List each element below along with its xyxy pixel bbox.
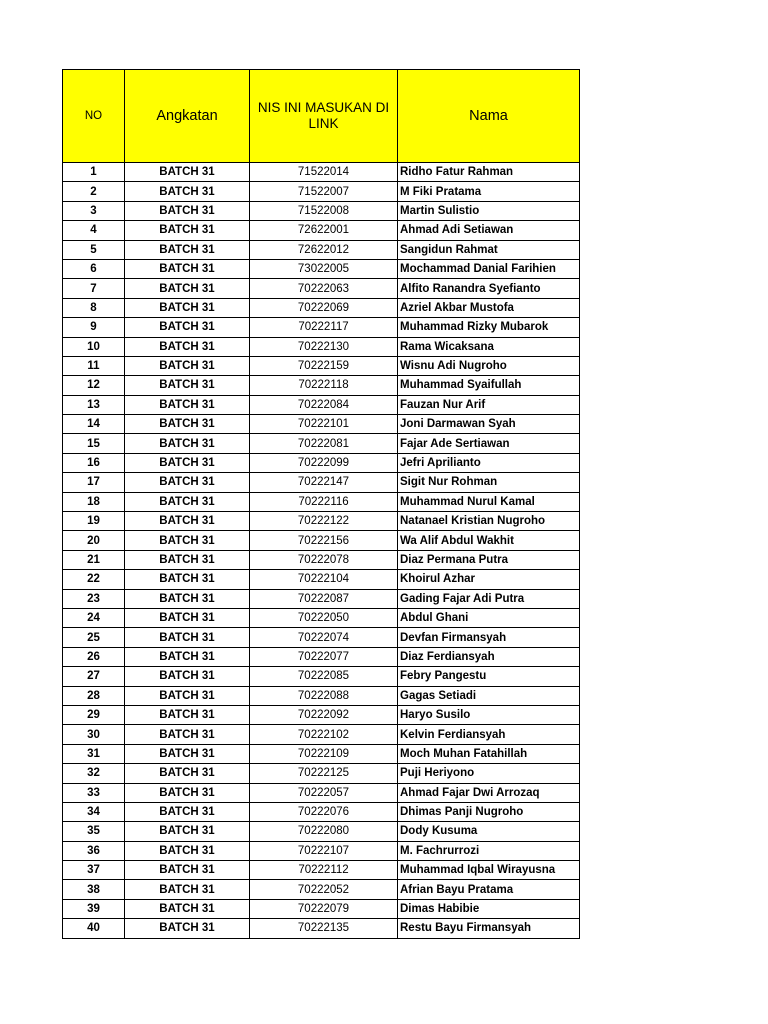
cell-nis[interactable]: 70222063 [250, 279, 398, 298]
cell-nama[interactable]: Febry Pangestu [398, 667, 580, 686]
cell-angkatan[interactable]: BATCH 31 [125, 841, 250, 860]
cell-nis[interactable]: 70222057 [250, 783, 398, 802]
cell-nama[interactable]: Dody Kusuma [398, 822, 580, 841]
cell-no[interactable]: 34 [63, 802, 125, 821]
cell-nis[interactable]: 70222116 [250, 492, 398, 511]
cell-nis[interactable]: 70222156 [250, 531, 398, 550]
cell-no[interactable]: 40 [63, 919, 125, 938]
cell-angkatan[interactable]: BATCH 31 [125, 221, 250, 240]
cell-angkatan[interactable]: BATCH 31 [125, 492, 250, 511]
cell-nama[interactable]: Abdul Ghani [398, 608, 580, 627]
cell-angkatan[interactable]: BATCH 31 [125, 822, 250, 841]
cell-no[interactable]: 13 [63, 395, 125, 414]
cell-no[interactable]: 33 [63, 783, 125, 802]
cell-no[interactable]: 26 [63, 647, 125, 666]
table-row [63, 550, 580, 569]
cell-nama[interactable]: M. Fachrurrozi [398, 841, 580, 860]
cell-nis[interactable]: 70222104 [250, 570, 398, 589]
cell-angkatan[interactable]: BATCH 31 [125, 512, 250, 531]
cell-nis[interactable]: 70222117 [250, 318, 398, 337]
cell-nis[interactable]: 70222102 [250, 725, 398, 744]
table-row [63, 822, 580, 841]
table-row [63, 764, 580, 783]
table-row [63, 608, 580, 627]
cell-no[interactable]: 6 [63, 259, 125, 278]
cell-nis[interactable]: 70222125 [250, 764, 398, 783]
cell-angkatan[interactable]: BATCH 31 [125, 899, 250, 918]
cell-nama[interactable]: Ahmad Adi Setiawan [398, 221, 580, 240]
cell-angkatan[interactable]: BATCH 31 [125, 550, 250, 569]
cell-no[interactable]: 30 [63, 725, 125, 744]
cell-nis[interactable]: 71522014 [250, 163, 398, 182]
cell-no[interactable]: 7 [63, 279, 125, 298]
cell-nama[interactable]: Martin Sulistio [398, 201, 580, 220]
cell-no[interactable]: 36 [63, 841, 125, 860]
table-row [63, 570, 580, 589]
cell-angkatan[interactable]: BATCH 31 [125, 764, 250, 783]
cell-nis[interactable]: 70222135 [250, 919, 398, 938]
table-row [63, 744, 580, 763]
cell-nis[interactable]: 70222078 [250, 550, 398, 569]
cell-nama[interactable]: Sangidun Rahmat [398, 240, 580, 259]
table-row [63, 628, 580, 647]
cell-angkatan[interactable]: BATCH 31 [125, 589, 250, 608]
table-row [63, 725, 580, 744]
cell-nama[interactable]: Wa Alif Abdul Wakhit [398, 531, 580, 550]
cell-nama[interactable]: Sigit Nur Rohman [398, 473, 580, 492]
table-row [63, 337, 580, 356]
cell-nis[interactable]: 70222112 [250, 861, 398, 880]
cell-angkatan[interactable]: BATCH 31 [125, 240, 250, 259]
table-row [63, 492, 580, 511]
table-row [63, 182, 580, 201]
table-row [63, 899, 580, 918]
cell-no[interactable]: 10 [63, 337, 125, 356]
table-row [63, 434, 580, 453]
cell-nama[interactable]: Jefri Aprilianto [398, 453, 580, 472]
cell-no[interactable]: 35 [63, 822, 125, 841]
cell-nama[interactable]: Natanael Kristian Nugroho [398, 512, 580, 531]
cell-nama[interactable]: Afrian Bayu Pratama [398, 880, 580, 899]
cell-angkatan[interactable]: BATCH 31 [125, 667, 250, 686]
cell-angkatan[interactable]: BATCH 31 [125, 201, 250, 220]
table-row [63, 240, 580, 259]
cell-no[interactable]: 27 [63, 667, 125, 686]
cell-nis[interactable]: 70222118 [250, 376, 398, 395]
header-cell-nis[interactable]: NIS INI MASUKAN DI LINK [250, 70, 398, 163]
table-row [63, 841, 580, 860]
cell-nis[interactable]: 70222074 [250, 628, 398, 647]
cell-nama[interactable]: Fajar Ade Sertiawan [398, 434, 580, 453]
cell-nis[interactable]: 70222084 [250, 395, 398, 414]
table-row [63, 880, 580, 899]
table-row [63, 473, 580, 492]
cell-angkatan[interactable]: BATCH 31 [125, 647, 250, 666]
cell-nama[interactable]: Azriel Akbar Mustofa [398, 298, 580, 317]
cell-no[interactable]: 18 [63, 492, 125, 511]
cell-no[interactable]: 19 [63, 512, 125, 531]
cell-no[interactable]: 28 [63, 686, 125, 705]
header-cell-nama[interactable]: Nama [398, 70, 580, 163]
table-row [63, 647, 580, 666]
header-row [63, 70, 580, 163]
cell-angkatan[interactable]: BATCH 31 [125, 163, 250, 182]
table-row [63, 783, 580, 802]
cell-nama[interactable]: Dhimas Panji Nugroho [398, 802, 580, 821]
cell-angkatan[interactable]: BATCH 31 [125, 337, 250, 356]
cell-nama[interactable]: Kelvin Ferdiansyah [398, 725, 580, 744]
cell-angkatan[interactable]: BATCH 31 [125, 473, 250, 492]
cell-nis[interactable]: 70222081 [250, 434, 398, 453]
cell-nis[interactable]: 71522008 [250, 201, 398, 220]
cell-no[interactable]: 22 [63, 570, 125, 589]
table-header [63, 70, 580, 163]
cell-nis[interactable]: 70222130 [250, 337, 398, 356]
cell-angkatan[interactable]: BATCH 31 [125, 802, 250, 821]
header-cell-angkatan[interactable]: Angkatan [125, 70, 250, 163]
table-row [63, 221, 580, 240]
cell-nis[interactable]: 70222079 [250, 899, 398, 918]
cell-no[interactable]: 23 [63, 589, 125, 608]
header-cell-no[interactable]: NO [63, 70, 125, 163]
table-row [63, 163, 580, 182]
cell-no[interactable]: 17 [63, 473, 125, 492]
cell-nama[interactable]: Muhammad Nurul Kamal [398, 492, 580, 511]
cell-no[interactable]: 1 [63, 163, 125, 182]
cell-nama[interactable]: Devfan Firmansyah [398, 628, 580, 647]
cell-angkatan[interactable]: BATCH 31 [125, 376, 250, 395]
table-row [63, 686, 580, 705]
cell-nama[interactable]: Moch Muhan Fatahillah [398, 744, 580, 763]
cell-nama[interactable]: Dimas Habibie [398, 899, 580, 918]
cell-nis[interactable]: 70222147 [250, 473, 398, 492]
cell-nis[interactable]: 70222085 [250, 667, 398, 686]
cell-angkatan[interactable]: BATCH 31 [125, 744, 250, 763]
cell-no[interactable]: 2 [63, 182, 125, 201]
cell-no[interactable]: 4 [63, 221, 125, 240]
cell-nis[interactable]: 70222077 [250, 647, 398, 666]
table-row [63, 705, 580, 724]
cell-nama[interactable]: Diaz Ferdiansyah [398, 647, 580, 666]
table-row [63, 356, 580, 375]
cell-angkatan[interactable]: BATCH 31 [125, 880, 250, 899]
cell-angkatan[interactable]: BATCH 31 [125, 298, 250, 317]
cell-no[interactable]: 38 [63, 880, 125, 899]
cell-no[interactable]: 14 [63, 415, 125, 434]
cell-no[interactable]: 24 [63, 608, 125, 627]
cell-no[interactable]: 8 [63, 298, 125, 317]
cell-no[interactable]: 39 [63, 899, 125, 918]
table-row [63, 667, 580, 686]
table-row [63, 415, 580, 434]
cell-angkatan[interactable]: BATCH 31 [125, 705, 250, 724]
cell-nis[interactable]: 70222101 [250, 415, 398, 434]
cell-angkatan[interactable]: BATCH 31 [125, 259, 250, 278]
table-row [63, 318, 580, 337]
cell-angkatan[interactable]: BATCH 31 [125, 318, 250, 337]
cell-angkatan[interactable]: BATCH 31 [125, 395, 250, 414]
cell-angkatan[interactable]: BATCH 31 [125, 356, 250, 375]
cell-nama[interactable]: Restu Bayu Firmansyah [398, 919, 580, 938]
table-row [63, 531, 580, 550]
cell-nama[interactable]: Puji Heriyono [398, 764, 580, 783]
cell-no[interactable]: 31 [63, 744, 125, 763]
cell-angkatan[interactable]: BATCH 31 [125, 570, 250, 589]
cell-nama[interactable]: Joni Darmawan Syah [398, 415, 580, 434]
cell-angkatan[interactable]: BATCH 31 [125, 415, 250, 434]
cell-nis[interactable]: 71522007 [250, 182, 398, 201]
cell-nis[interactable]: 70222076 [250, 802, 398, 821]
cell-nis[interactable]: 72622001 [250, 221, 398, 240]
cell-angkatan[interactable]: BATCH 31 [125, 686, 250, 705]
cell-no[interactable]: 12 [63, 376, 125, 395]
cell-nis[interactable]: 70222088 [250, 686, 398, 705]
cell-angkatan[interactable]: BATCH 31 [125, 434, 250, 453]
cell-nis[interactable]: 70222069 [250, 298, 398, 317]
cell-nama[interactable]: Khoirul Azhar [398, 570, 580, 589]
cell-nis[interactable]: 70222109 [250, 744, 398, 763]
cell-nama[interactable]: Muhammad Rizky Mubarok [398, 318, 580, 337]
table-row [63, 279, 580, 298]
table-row [63, 395, 580, 414]
cell-angkatan[interactable]: BATCH 31 [125, 783, 250, 802]
cell-no[interactable]: 21 [63, 550, 125, 569]
cell-nis[interactable]: 70222050 [250, 608, 398, 627]
cell-angkatan[interactable]: BATCH 31 [125, 182, 250, 201]
cell-no[interactable]: 37 [63, 861, 125, 880]
table-row [63, 298, 580, 317]
cell-angkatan[interactable]: BATCH 31 [125, 725, 250, 744]
cell-angkatan[interactable]: BATCH 31 [125, 453, 250, 472]
cell-no[interactable]: 25 [63, 628, 125, 647]
cell-no[interactable]: 5 [63, 240, 125, 259]
cell-nama[interactable]: Gading Fajar Adi Putra [398, 589, 580, 608]
table-row [63, 259, 580, 278]
cell-no[interactable]: 15 [63, 434, 125, 453]
cell-nis[interactable]: 70222122 [250, 512, 398, 531]
table-row [63, 919, 580, 938]
cell-angkatan[interactable]: BATCH 31 [125, 861, 250, 880]
cell-nis[interactable]: 70222087 [250, 589, 398, 608]
cell-nis[interactable]: 70222080 [250, 822, 398, 841]
cell-angkatan[interactable]: BATCH 31 [125, 279, 250, 298]
table-row [63, 589, 580, 608]
cell-nama[interactable]: Alfito Ranandra Syefianto [398, 279, 580, 298]
cell-no[interactable]: 20 [63, 531, 125, 550]
cell-nama[interactable]: Muhammad Syaifullah [398, 376, 580, 395]
cell-angkatan[interactable]: BATCH 31 [125, 608, 250, 627]
table-row [63, 861, 580, 880]
cell-no[interactable]: 9 [63, 318, 125, 337]
cell-nis[interactable]: 70222099 [250, 453, 398, 472]
table-row [63, 201, 580, 220]
cell-nama[interactable]: Diaz Permana Putra [398, 550, 580, 569]
table-row [63, 802, 580, 821]
cell-nis[interactable]: 73022005 [250, 259, 398, 278]
cell-nis[interactable]: 70222107 [250, 841, 398, 860]
cell-nama[interactable]: Gagas Setiadi [398, 686, 580, 705]
cell-nama[interactable]: Wisnu Adi Nugroho [398, 356, 580, 375]
cell-nis[interactable]: 72622012 [250, 240, 398, 259]
table-row [63, 512, 580, 531]
cell-no[interactable]: 11 [63, 356, 125, 375]
cell-no[interactable]: 3 [63, 201, 125, 220]
student-table [62, 69, 580, 939]
cell-angkatan[interactable]: BATCH 31 [125, 531, 250, 550]
cell-nama[interactable]: Rama Wicaksana [398, 337, 580, 356]
cell-nama[interactable]: M Fiki Pratama [398, 182, 580, 201]
cell-nama[interactable]: Ridho Fatur Rahman [398, 163, 580, 182]
cell-angkatan[interactable]: BATCH 31 [125, 628, 250, 647]
cell-nis[interactable]: 70222159 [250, 356, 398, 375]
cell-no[interactable]: 29 [63, 705, 125, 724]
cell-nis[interactable]: 70222052 [250, 880, 398, 899]
cell-no[interactable]: 32 [63, 764, 125, 783]
table-body [63, 163, 580, 939]
cell-nama[interactable]: Muhammad Iqbal Wirayusna [398, 861, 580, 880]
table-row [63, 453, 580, 472]
cell-nis[interactable]: 70222092 [250, 705, 398, 724]
cell-nama[interactable]: Ahmad Fajar Dwi Arrozaq [398, 783, 580, 802]
cell-no[interactable]: 16 [63, 453, 125, 472]
cell-angkatan[interactable]: BATCH 31 [125, 919, 250, 938]
cell-nama[interactable]: Haryo Susilo [398, 705, 580, 724]
table-row [63, 376, 580, 395]
cell-nama[interactable]: Fauzan Nur Arif [398, 395, 580, 414]
cell-nama[interactable]: Mochammad Danial Farihien [398, 259, 580, 278]
